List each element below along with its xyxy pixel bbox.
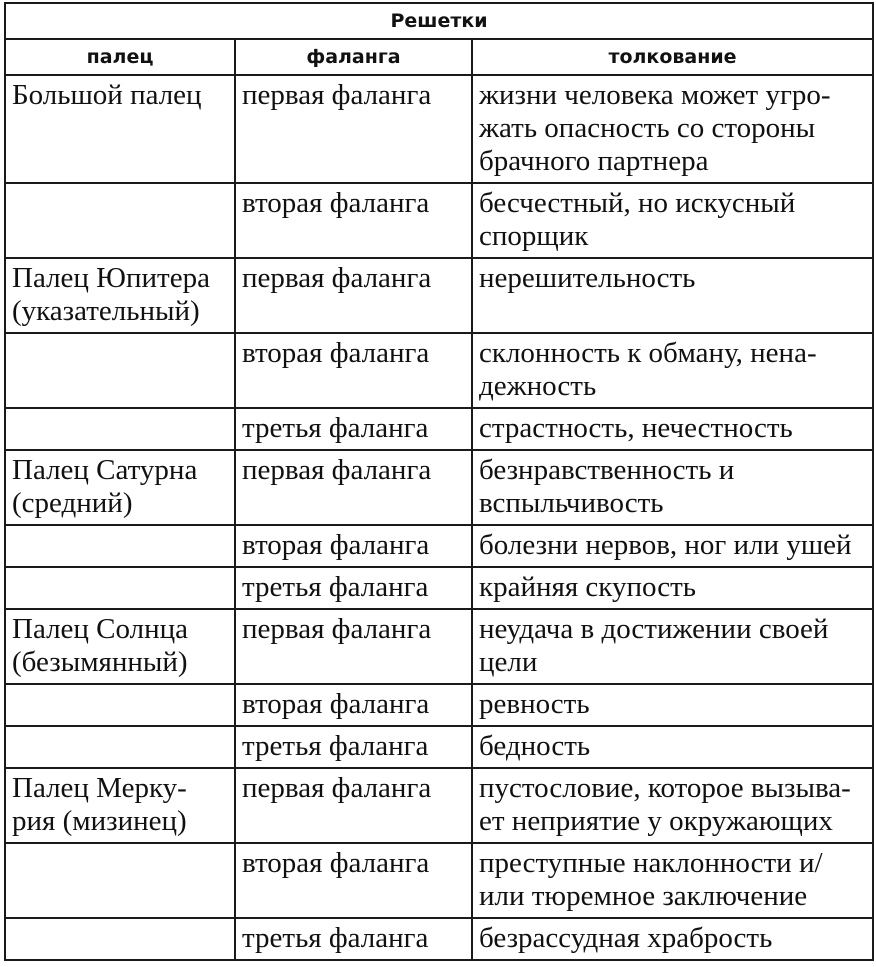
interpretation-cell: бесчестный, но искусный спорщик — [472, 183, 873, 258]
interpretation-cell: болезни нервов, ног или ушей — [472, 525, 873, 567]
table-row — [5, 567, 873, 609]
table-row — [5, 726, 873, 768]
interpretation-cell: жизни человека может угро- жать опасность со стороны брачного партнера — [472, 75, 873, 183]
phalanx-cell: первая фаланга — [235, 450, 472, 525]
phalanx-cell: первая фаланга — [235, 258, 472, 333]
interpretation-cell: крайняя скупость — [472, 567, 873, 609]
finger-cell: Палец Солнца (безымянный) — [5, 609, 235, 684]
finger-cell — [5, 726, 235, 768]
interpretation-cell: бедность — [472, 726, 873, 768]
phalanx-cell: вторая фаланга — [235, 525, 472, 567]
phalanx-cell: первая фаланга — [235, 609, 472, 684]
interpretation-cell: ревность — [472, 684, 873, 726]
table-row — [5, 918, 873, 960]
interpretation-cell: нерешительность — [472, 258, 873, 333]
table-caption-row — [5, 3, 873, 39]
table-row — [5, 408, 873, 450]
table-row — [5, 450, 873, 525]
finger-cell: Палец Мерку- рия (мизинец) — [5, 768, 235, 843]
interpretation-cell: преступные наклонности и/ или тюремное заключение — [472, 843, 873, 918]
table-row — [5, 609, 873, 684]
phalanx-cell: третья фаланга — [235, 726, 472, 768]
table-row — [5, 768, 873, 843]
interpretation-cell: страстность, нечестность — [472, 408, 873, 450]
phalanx-cell: вторая фаланга — [235, 843, 472, 918]
finger-cell: Большой палец — [5, 75, 235, 183]
interpretation-cell: безрассудная храбрость — [472, 918, 873, 960]
finger-cell: Палец Сатурна (средний) — [5, 450, 235, 525]
table-title: Решетки — [5, 3, 873, 39]
finger-cell — [5, 183, 235, 258]
finger-cell: Палец Юпитера (указательный) — [5, 258, 235, 333]
finger-cell — [5, 408, 235, 450]
document-page — [4, 2, 872, 961]
finger-cell — [5, 684, 235, 726]
phalanx-cell: третья фаланга — [235, 408, 472, 450]
table-header-row — [5, 39, 873, 75]
grilles-table — [4, 2, 874, 961]
phalanx-cell: вторая фаланга — [235, 684, 472, 726]
finger-cell — [5, 525, 235, 567]
table-row — [5, 843, 873, 918]
table-row — [5, 75, 873, 183]
phalanx-cell: третья фаланга — [235, 918, 472, 960]
phalanx-cell: вторая фаланга — [235, 183, 472, 258]
column-header-interpretation: толкование — [472, 39, 873, 75]
finger-cell — [5, 567, 235, 609]
table-row — [5, 333, 873, 408]
column-header-phalanx: фаланга — [235, 39, 472, 75]
finger-cell — [5, 843, 235, 918]
table-row — [5, 258, 873, 333]
interpretation-cell: склонность к обману, нена- дежность — [472, 333, 873, 408]
finger-cell — [5, 918, 235, 960]
column-header-finger: палец — [5, 39, 235, 75]
phalanx-cell: первая фаланга — [235, 75, 472, 183]
finger-cell — [5, 333, 235, 408]
phalanx-cell: вторая фаланга — [235, 333, 472, 408]
phalanx-cell: третья фаланга — [235, 567, 472, 609]
interpretation-cell: неудача в достижении своей цели — [472, 609, 873, 684]
phalanx-cell: первая фаланга — [235, 768, 472, 843]
table-row — [5, 525, 873, 567]
table-row — [5, 684, 873, 726]
interpretation-cell: пустословие, которое вызыва- ет неприятие у окружающих — [472, 768, 873, 843]
table-row — [5, 183, 873, 258]
interpretation-cell: безнравственность и вспыльчивость — [472, 450, 873, 525]
